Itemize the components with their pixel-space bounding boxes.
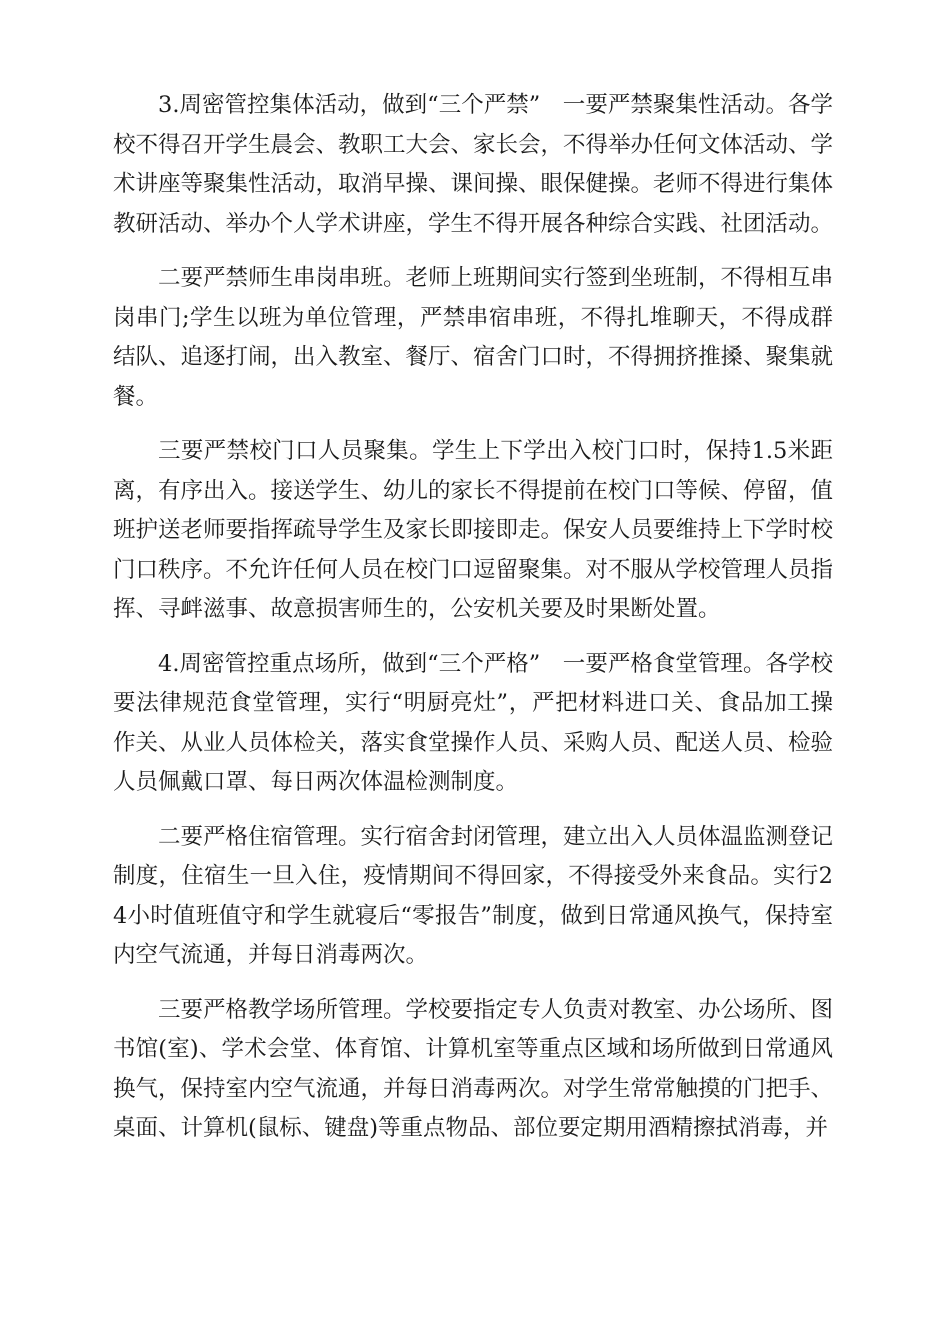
document-body — [113, 86, 833, 1164]
paragraph-post-switching-ban: 二要严禁师生串岗串班。老师上班期间实行签到坐班制，不得相互串岗串门;学生以班为单位管理，严禁串宿串班，不得扎堆聊天，不得成群结队、追逐打闹，出入教室、餐厅、宿舍门口时，不得拥挤推搡、聚集就餐。 — [113, 265, 834, 410]
paragraph-teaching-venue-management: 三要严格教学场所管理。学校要指定专人负责对教室、办公场所、图书馆(室)、学术会堂、体育馆、计算机室等重点区域和场所做到日常通风换气，保持室内空气流通，并每日消毒两次。对学生常常触摸的门把手、桌面、计算机(鼠标、键盘)等重点物品、部位要定期用酒精擦拭消毒，并 — [113, 996, 834, 1141]
paragraph-dormitory-management: 二要严格住宿管理。实行宿舍封闭管理，建立出入人员体温监测登记制度，住宿生一旦入住，疫情期间不得回家，不得接受外来食品。实行24小时值班值守和学生就寝后“零报告”制度，做到日常通风换气，保持室内空气流通，并每日消毒两次。 — [113, 823, 834, 968]
paragraph-gathering-ban: 3.周密管控集体活动，做到“三个严禁” 一要严禁聚集性活动。各学校不得召开学生晨会、教职工大会、家长会，不得举办任何文体活动、学术讲座等聚集性活动，取消早操、课间操、眼保健操。老师不得进行集体教研活动、举办个人学术讲座，学生不得开展各种综合实践、社团活动。 — [113, 92, 834, 237]
paragraph-canteen-management: 4.周密管控重点场所，做到“三个严格” 一要严格食堂管理。各学校要法律规范食堂管理，实行“明厨亮灶”，严把材料进口关、食品加工操作关、从业人员体检关，落实食堂操作人员、采购人员、配送人员、检验人员佩戴口罩、每日两次体温检测制度。 — [113, 650, 834, 795]
paragraph-gate-crowding-ban: 三要严禁校门口人员聚集。学生上下学出入校门口时，保持1.5米距离，有序出入。接送学生、幼儿的家长不得提前在校门口等候、停留，值班护送老师要指挥疏导学生及家长即接即走。保安人员要维持上下学时校门口秩序。不允许任何人员在校门口逗留聚集。对不服从学校管理人员指挥、寻衅滋事、故意损害师生的，公安机关要及时果断处置。 — [113, 438, 834, 622]
